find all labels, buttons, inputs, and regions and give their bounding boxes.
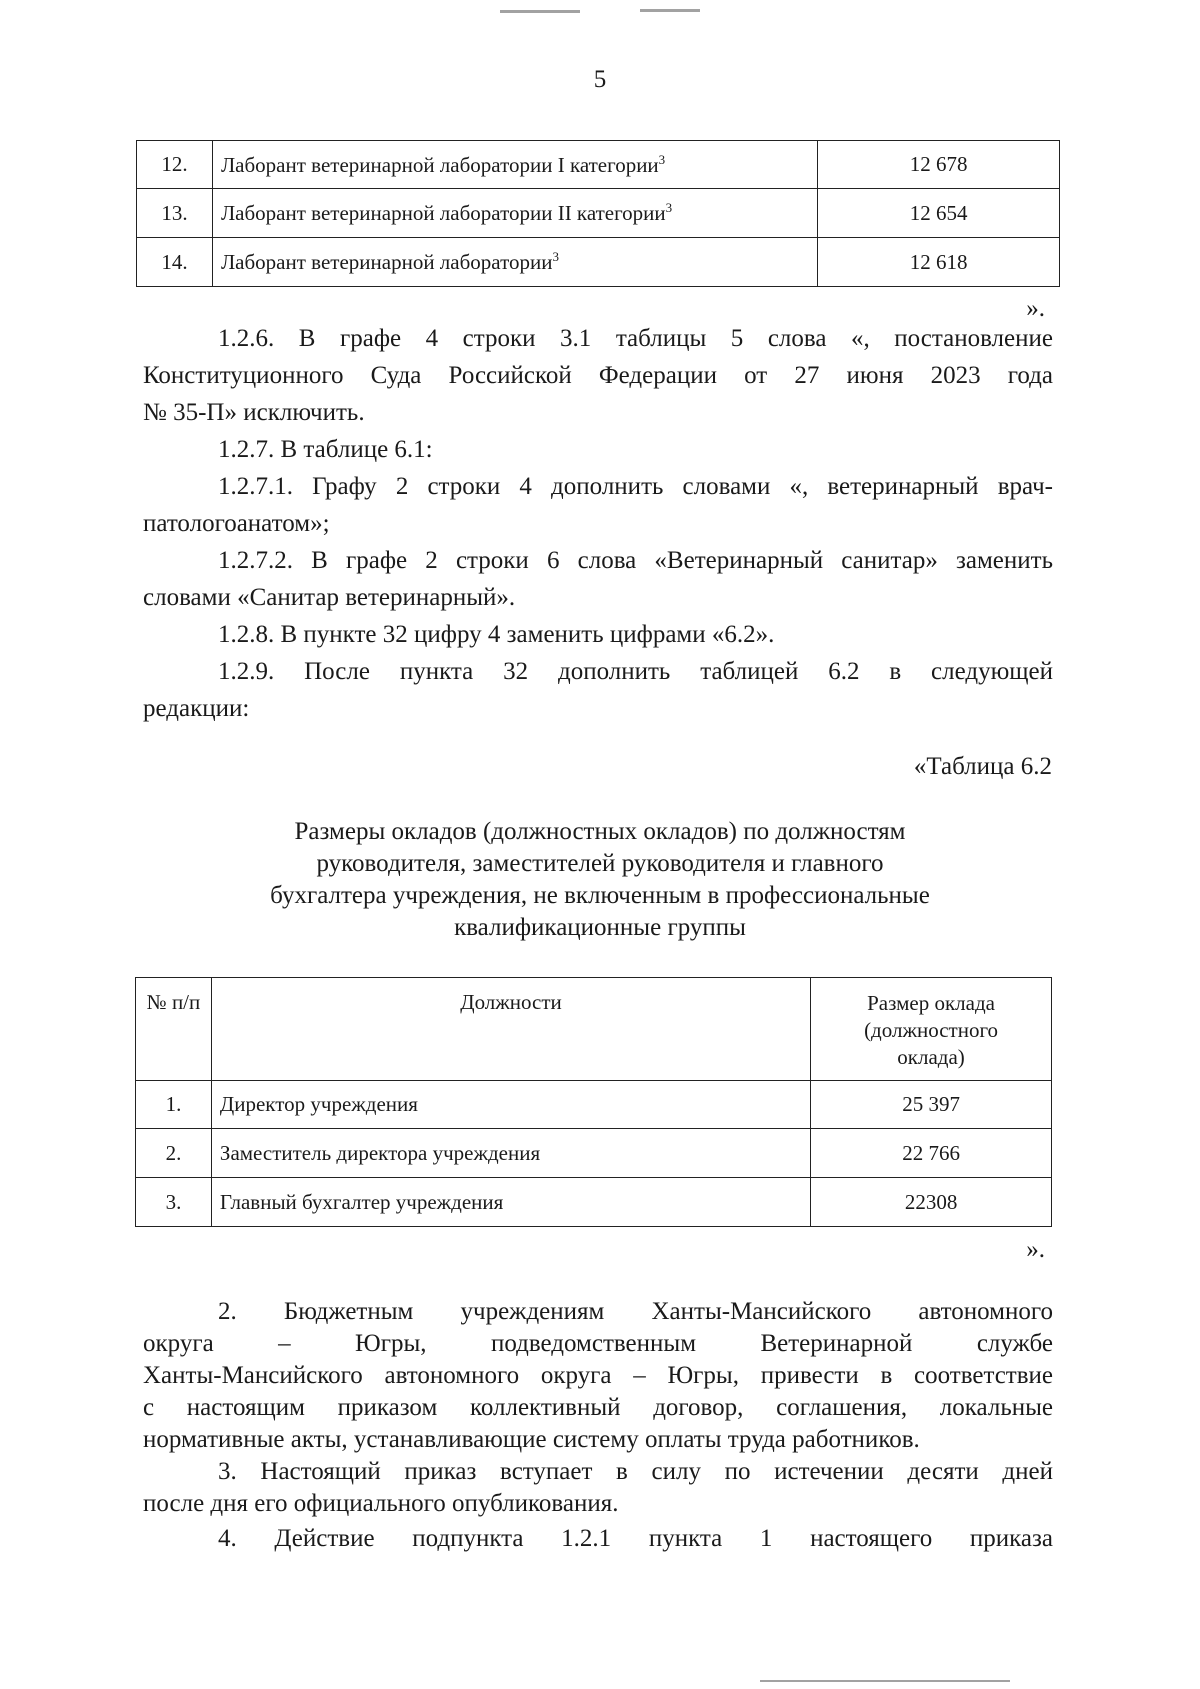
paragraph-2: 2. Бюджетным учреждениям Ханты-Мансийского автономного xyxy=(218,1298,1053,1325)
table-label: «Таблица 6.2 xyxy=(913,753,1052,780)
table-row xyxy=(136,1178,1052,1227)
paragraph-4: 4. Действие подпункта 1.2.1 пункта 1 настоящего приказа xyxy=(218,1525,1053,1552)
salary-value: 12 678 xyxy=(818,141,1060,189)
paragraph-1-2-7-1: 1.2.7.1. Графу 2 строки 4 дополнить словами «, ветеринарный врач- xyxy=(218,473,1053,500)
page-number: 5 xyxy=(593,66,607,93)
paragraph-1-2-6-end: № 35-П» исключить. xyxy=(143,399,365,426)
row-number: 1. xyxy=(136,1081,212,1129)
row-number: 3. xyxy=(136,1178,212,1227)
paragraph-3: 3. Настоящий приказ вступает в силу по истечении десяти дней xyxy=(218,1458,1053,1485)
paragraph-1-2-9-end: редакции: xyxy=(143,695,250,722)
position-name: Главный бухгалтер учреждения xyxy=(211,1178,810,1227)
table-header-row xyxy=(136,978,1052,1081)
header-number: № п/п xyxy=(136,978,212,1081)
paragraph-1-2-7-1-end: патологоанатом»; xyxy=(143,510,330,537)
salary-value: 12 654 xyxy=(818,189,1060,238)
row-number: 14. xyxy=(137,238,213,287)
table-row xyxy=(136,1081,1052,1129)
row-number: 12. xyxy=(137,141,213,189)
closing-quote: ». xyxy=(1026,1236,1045,1263)
scan-artifact xyxy=(760,1680,1010,1682)
scan-artifact xyxy=(640,9,700,12)
paragraph-1-2-8: 1.2.8. В пункте 32 цифру 4 заменить цифрами «6.2». xyxy=(218,621,775,648)
salary-value: 25 397 xyxy=(811,1081,1052,1129)
header-positions: Должности xyxy=(211,978,810,1081)
position-name: Лаборант ветеринарной лаборатории II категории$^3$ xyxy=(212,189,817,238)
position-name: Заместитель директора учреждения xyxy=(211,1129,810,1178)
paragraph-2-end: нормативные акты, устанавливающие систему оплаты труда работников. xyxy=(143,1426,920,1453)
row-number: 13. xyxy=(137,189,213,238)
position-name: Директор учреждения xyxy=(211,1081,810,1129)
paragraph-1-2-7-2: 1.2.7.2. В графе 2 строки 6 слова «Ветеринарный санитар» заменить xyxy=(218,547,1053,574)
scan-artifact xyxy=(500,10,580,13)
table-continuation xyxy=(136,140,1060,287)
paragraph-1-2-6: 1.2.6. В графе 4 строки 3.1 таблицы 5 слова «, постановление xyxy=(218,325,1053,352)
paragraph-3-end: после дня его официального опубликования. xyxy=(143,1490,619,1517)
closing-quote: ». xyxy=(1026,295,1045,322)
salary-value: 12 618 xyxy=(818,238,1060,287)
position-name: Лаборант ветеринарной лаборатории I категории$^3$ xyxy=(212,141,817,189)
table-caption: Размеры окладов (должностных окладов) по должностям руководителя, заместителей руководителя и главного бухгалтера учреждения, не включенным в профессиональные квалификационные группы xyxy=(270,818,930,941)
table-6-2 xyxy=(135,977,1052,1227)
table-row xyxy=(137,189,1060,238)
paragraph-1-2-9: 1.2.9. После пункта 32 дополнить таблицей 6.2 в следующей xyxy=(218,658,1053,685)
paragraph-2-cont: округа – Югры, подведомственным Ветеринарной службе xyxy=(143,1330,1053,1357)
salary-value: 22308 xyxy=(811,1178,1052,1227)
position-name: Лаборант ветеринарной лаборатории$^3$ xyxy=(212,238,817,287)
table-row xyxy=(137,141,1060,189)
header-salary: Размер оклада (должностного оклада) xyxy=(811,978,1052,1081)
salary-value: 22 766 xyxy=(811,1129,1052,1178)
row-number: 2. xyxy=(136,1129,212,1178)
table-row xyxy=(136,1129,1052,1178)
paragraph-2-cont: Ханты-Мансийского автономного округа – Югры, привести в соответствие xyxy=(143,1362,1053,1389)
paragraph-1-2-7-2-end: словами «Санитар ветеринарный». xyxy=(143,584,516,611)
table-row xyxy=(137,238,1060,287)
paragraph-1-2-6-cont: Конституционного Суда Российской Федерации от 27 июня 2023 года xyxy=(143,362,1053,389)
paragraph-1-2-7: 1.2.7. В таблице 6.1: xyxy=(218,436,433,463)
paragraph-2-cont: с настоящим приказом коллективный договор, соглашения, локальные xyxy=(143,1394,1053,1421)
